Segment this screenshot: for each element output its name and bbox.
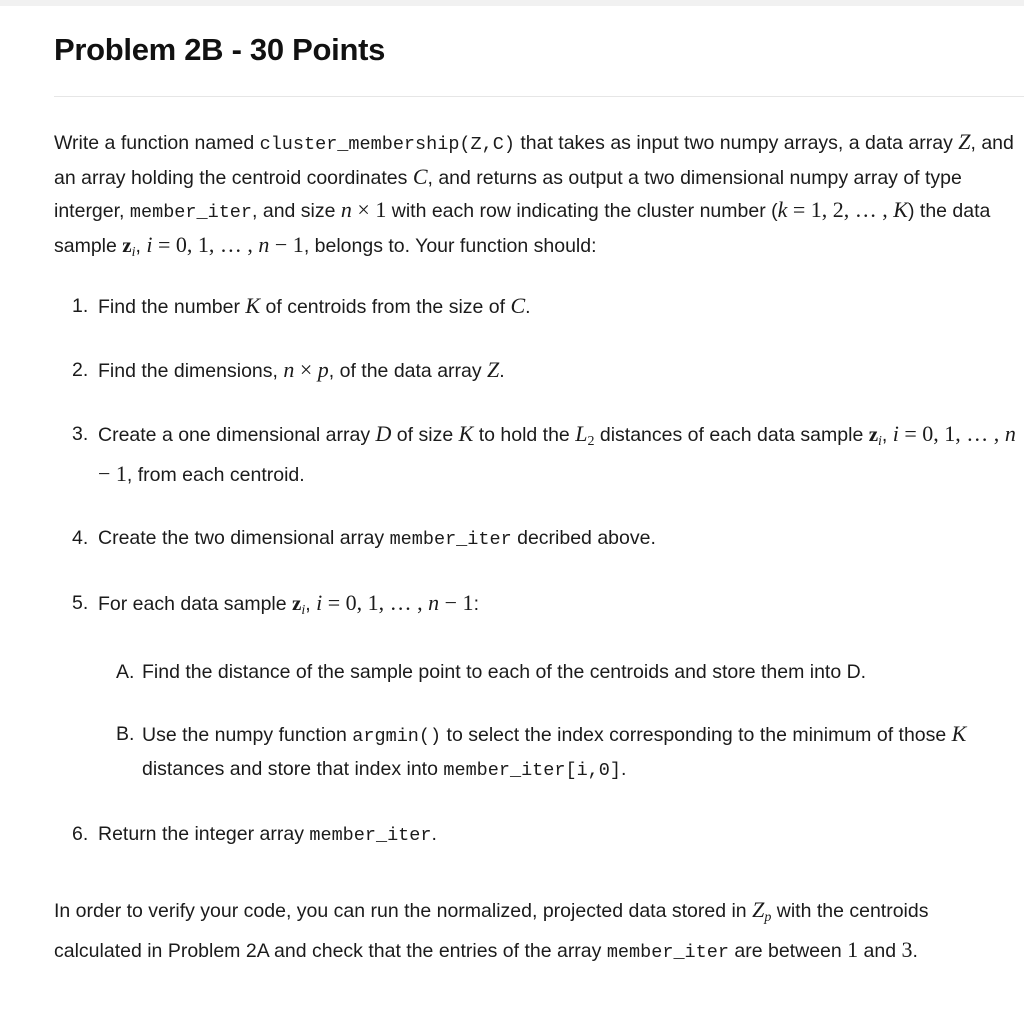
step-number: 1. — [72, 295, 89, 317]
math-C: C — [510, 293, 526, 318]
step-number: 5. — [72, 592, 89, 614]
math-L: L — [575, 421, 588, 446]
math-Z: Z — [958, 129, 971, 154]
math-i: i — [892, 421, 899, 446]
math-L-sub: 2 — [587, 434, 595, 449]
code-member-iter: member_iter — [389, 529, 512, 550]
problem-content — [54, 126, 1016, 969]
code-member-iter: member_iter — [129, 202, 253, 223]
math-Z-sub-p: p — [764, 910, 772, 925]
math-K: K — [893, 197, 908, 222]
math-times: × — [351, 197, 376, 222]
substep-a: A. Find the distance of the sample point to each of the centroids and store them into D. — [98, 656, 1016, 688]
math-Z: Z — [487, 357, 500, 382]
math-p: p — [317, 357, 329, 382]
math-D: D — [375, 421, 392, 446]
step-number: 4. — [72, 527, 89, 549]
math-n: n — [340, 197, 352, 222]
math-minus-one: − 1 — [439, 590, 474, 615]
step-2: 2. Find the dimensions, n × p, of the data array Z. — [54, 354, 1016, 387]
math-Z: Z — [752, 897, 765, 922]
substep-letter: B. — [116, 723, 135, 745]
steps-list — [54, 290, 1016, 852]
title-divider — [54, 96, 1024, 97]
top-bar — [0, 0, 1024, 6]
substep-b: B. Use the numpy function argmin() to select the index corresponding to the minimum of those K distances and store that index into member_iter[i,0]. — [98, 718, 1016, 787]
step-number: 2. — [72, 359, 89, 381]
math-z-bold: z — [868, 422, 879, 446]
math-n: n — [258, 232, 270, 257]
math-minus-one: − 1 — [98, 461, 127, 486]
outro-paragraph: In order to verify your code, you can run the normalized, projected data stored in $Z_p$ with the centroids calculated in Problem 2A and check that the entries of the array member_iter are between 1 and 3. — [54, 897, 929, 963]
step-number: 6. — [72, 823, 89, 845]
math-three: 3 — [901, 937, 913, 962]
code-argmin: argmin() — [352, 726, 442, 747]
math-one: 1 — [847, 937, 859, 962]
step-1: 1. Find the number K of centroids from the size of C. — [54, 290, 1016, 323]
math-i-range: = 0, 1, … , — [322, 590, 429, 615]
math-K: K — [951, 721, 967, 746]
function-signature: cluster_membership(Z,C) — [259, 134, 515, 155]
step-number: 3. — [72, 423, 89, 445]
math-z-sub-i: i — [131, 245, 136, 260]
math-K: K — [458, 421, 474, 446]
step-5: 5. For each data sample $z_i$, i = 0, 1, … , n − 1: A. Find the distance of the sample point to each of the centroids and store them into D. B. Use the numpy function argmin() to select the index corresponding to the minimum of those K distances and store that index into member_iter[i,0]. — [54, 587, 1016, 787]
code-member-iter: member_iter — [309, 825, 432, 846]
code-member-iter-index: member_iter[i,0] — [443, 760, 621, 781]
math-z-bold: z — [292, 591, 302, 615]
math-n: n — [428, 590, 440, 615]
math-one: 1 — [375, 197, 387, 222]
step-6: 6. Return the integer array member_iter. — [54, 818, 1016, 852]
math-i: i — [316, 590, 323, 615]
step-3: 3. Create a one dimensional array D of size K to hold the $L_2$ distances of each data sample $z_i$, i = 0, 1, … , n − 1, from each centroid. — [54, 418, 1016, 491]
math-C: C — [412, 164, 428, 189]
code-member-iter: member_iter — [606, 942, 729, 963]
math-i-range: = 0, 1, … , — [898, 421, 1005, 446]
math-k: k — [777, 197, 788, 222]
math-k-range: = 1, 2, … , — [787, 197, 894, 222]
math-i: i — [146, 232, 153, 257]
page-title: Problem 2B - 30 Points — [54, 32, 386, 67]
math-times: × — [294, 357, 318, 382]
math-K: K — [245, 293, 261, 318]
math-z-sub-i: i — [878, 434, 882, 449]
substep-letter: A. — [116, 661, 135, 683]
intro-paragraph: Write a function named cluster_membership(Z,C) that takes as input two numpy arrays, a data array Z, and an array holding the centroid coordinates C, and returns as output a two dimensional numpy array of type interger, member_iter, and size n × 1 with each row indicating the cluster number (k = 1, 2, … , K) the data sample $z_i$, i = 0, 1, … , n − 1, belongs to. Your function should: — [54, 129, 1014, 260]
math-minus-one: − 1 — [269, 232, 304, 257]
substeps-list — [98, 656, 1016, 787]
math-i-range: = 0, 1, … , — [152, 232, 259, 257]
step-4: 4. Create the two dimensional array member_iter decribed above. — [54, 522, 1016, 556]
math-n: n — [283, 357, 295, 382]
math-z-sub-i: i — [301, 603, 306, 618]
math-n: n — [1004, 421, 1016, 446]
math-z-bold: z — [122, 233, 132, 257]
